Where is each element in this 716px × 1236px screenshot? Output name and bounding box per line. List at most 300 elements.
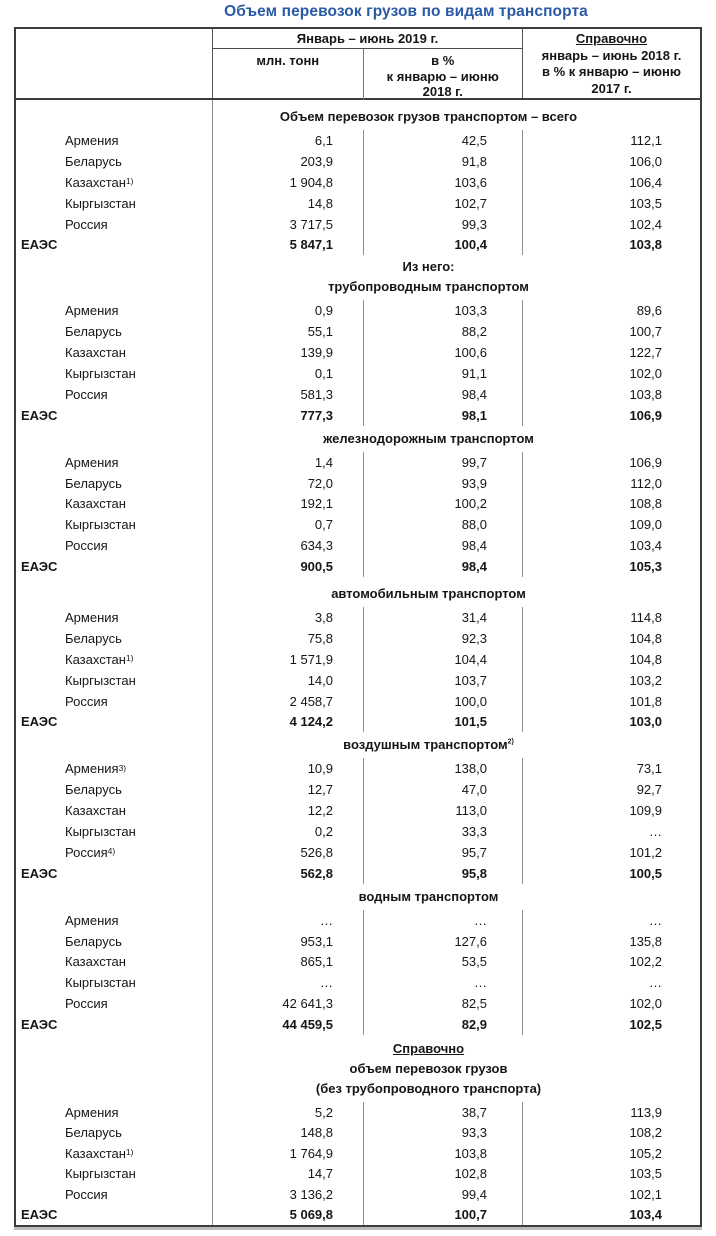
country-label: Россия: [65, 1186, 108, 1202]
country-label: Россия: [65, 538, 108, 554]
value-cell-ref-2017: 101,2: [522, 842, 700, 863]
value-cell-mln-tonn: 5 847,1: [212, 234, 363, 255]
country-label: Кыргызстан: [65, 195, 136, 211]
country-label: Кыргызстан: [65, 975, 136, 991]
value-cell-pct-2018: 88,2: [363, 321, 522, 342]
value-cell-mln-tonn: 14,8: [212, 193, 363, 214]
table-body: [16, 100, 700, 1225]
section-title-line: (без трубопроводного транспорта): [315, 1081, 542, 1097]
table-row: [16, 363, 700, 384]
value-cell-ref-2017: 102,5: [522, 1014, 700, 1035]
country-label: Казахстан: [65, 954, 126, 970]
value-cell-pct-2018: 95,7: [363, 842, 522, 863]
country-label: Россия: [65, 996, 108, 1012]
header-percent-line: 2018 г.: [422, 84, 463, 99]
table-row: [16, 1123, 700, 1144]
header-reference-line: в % к январю – июню: [542, 64, 681, 79]
value-cell-pct-2018: 42,5: [363, 130, 522, 151]
value-cell-pct-2018: 93,9: [363, 473, 522, 494]
country-label: Россия: [65, 844, 108, 860]
table-row: [16, 300, 700, 321]
country-cell: [16, 321, 212, 342]
country-label: Казахстан: [65, 496, 126, 512]
country-cell: [16, 514, 212, 535]
country-cell: [16, 972, 212, 993]
value-cell-pct-2018: 82,9: [363, 1014, 522, 1035]
value-cell-mln-tonn: 14,0: [212, 670, 363, 691]
country-cell: [16, 363, 212, 384]
header-period-2019: Январь – июнь 2019 г.: [213, 29, 522, 49]
country-label: Беларусь: [65, 782, 122, 798]
value-cell-ref-2017: 102,0: [522, 363, 700, 384]
value-cell-ref-2017: 73,1: [522, 758, 700, 779]
value-cell-mln-tonn: 1 571,9: [212, 649, 363, 670]
country-label: Кыргызстан: [65, 823, 136, 839]
country-cell: [16, 821, 212, 842]
value-cell-mln-tonn: 2 458,7: [212, 691, 363, 712]
header-percent-2018: [363, 49, 522, 100]
country-cell: Армения $^{3)}$: [65, 761, 127, 777]
value-cell-ref-2017: 109,0: [522, 514, 700, 535]
table-row: [16, 842, 700, 863]
value-cell-pct-2018: 103,7: [363, 670, 522, 691]
table-row: [16, 1205, 700, 1226]
value-cell-mln-tonn: 634,3: [212, 535, 363, 556]
table-row: [16, 931, 700, 952]
table-row: [16, 193, 700, 214]
section-title: [212, 577, 700, 607]
section-title-line: объем перевозок грузов: [349, 1061, 508, 1077]
country-cell: [16, 130, 212, 151]
table-row: [16, 130, 700, 151]
section-title-line: автомобильным транспортом: [331, 586, 526, 602]
value-cell-pct-2018: 82,5: [363, 993, 522, 1014]
header-reference-line: январь – июнь 2018 г.: [541, 47, 682, 63]
value-cell-mln-tonn: 5 069,8: [212, 1205, 363, 1226]
section-title-line: трубопроводным транспортом: [328, 279, 529, 295]
value-cell-mln-tonn: 777,3: [212, 405, 363, 426]
country-cell: [16, 910, 212, 931]
value-cell-ref-2017: 106,0: [522, 151, 700, 172]
value-cell-mln-tonn: 3,8: [212, 607, 363, 628]
value-cell-ref-2017: …: [522, 910, 700, 931]
value-cell-mln-tonn: 0,2: [212, 821, 363, 842]
country-label: Кыргызстан: [65, 672, 136, 688]
table-row: [16, 821, 700, 842]
value-cell-ref-2017: 103,4: [522, 535, 700, 556]
value-cell-pct-2018: 103,8: [363, 1143, 522, 1164]
country-label: ЕАЭС: [21, 1017, 58, 1033]
country-cell: [16, 1123, 212, 1144]
table-row: [16, 151, 700, 172]
value-cell-mln-tonn: 3 136,2: [212, 1184, 363, 1205]
value-cell-pct-2018: 113,0: [363, 800, 522, 821]
country-cell: [16, 628, 212, 649]
table-row: [16, 214, 700, 235]
table-row: [16, 972, 700, 993]
section-header-spacer: [16, 426, 212, 452]
table-row: [16, 473, 700, 494]
value-cell-pct-2018: 98,4: [363, 556, 522, 577]
country-label: Россия: [65, 386, 108, 402]
table-row: [16, 342, 700, 363]
table-row: [16, 711, 700, 732]
country-label: Беларусь: [65, 324, 122, 340]
section-header-spacer: [16, 255, 212, 300]
table-row: [16, 452, 700, 473]
table-row: [16, 628, 700, 649]
value-cell-mln-tonn: 3 717,5: [212, 214, 363, 235]
value-cell-ref-2017: 105,3: [522, 556, 700, 577]
header-reference: [522, 29, 700, 98]
value-cell-pct-2018: 99,4: [363, 1184, 522, 1205]
header-subrow: [213, 49, 522, 100]
country-label: Армения: [65, 609, 119, 625]
country-cell: [16, 931, 212, 952]
country-cell: [16, 1205, 212, 1226]
value-cell-pct-2018: 103,3: [363, 300, 522, 321]
value-cell-ref-2017: 103,4: [522, 1205, 700, 1226]
header-unit-mln-tonn: млн. тонн: [256, 53, 320, 68]
value-cell-mln-tonn: 581,3: [212, 384, 363, 405]
table-row: [16, 514, 700, 535]
value-cell-mln-tonn: …: [212, 972, 363, 993]
section-title: [212, 426, 700, 452]
country-label: ЕАЭС: [21, 237, 58, 253]
value-cell-mln-tonn: 4 124,2: [212, 711, 363, 732]
value-cell-ref-2017: 103,8: [522, 384, 700, 405]
section-title-line: воздушным транспортом$^{2)}$: [343, 737, 514, 753]
value-cell-mln-tonn: 192,1: [212, 493, 363, 514]
value-cell-pct-2018: …: [363, 972, 522, 993]
value-cell-mln-tonn: 72,0: [212, 473, 363, 494]
statistics-table: [14, 27, 702, 1227]
country-cell: [16, 473, 212, 494]
value-cell-mln-tonn: 148,8: [212, 1123, 363, 1144]
country-label: Армения: [65, 761, 119, 777]
country-cell: [16, 779, 212, 800]
value-cell-pct-2018: 100,0: [363, 691, 522, 712]
country-cell: [16, 214, 212, 235]
value-cell-pct-2018: 99,3: [363, 214, 522, 235]
country-label: ЕАЭС: [21, 407, 58, 423]
country-cell: [16, 1184, 212, 1205]
country-label: Армения: [65, 132, 119, 148]
value-cell-pct-2018: 101,5: [363, 711, 522, 732]
value-cell-ref-2017: 106,9: [522, 405, 700, 426]
value-cell-pct-2018: 98,1: [363, 405, 522, 426]
value-cell-ref-2017: 114,8: [522, 607, 700, 628]
country-cell: [16, 151, 212, 172]
value-cell-pct-2018: 91,8: [363, 151, 522, 172]
country-label: Беларусь: [65, 933, 122, 949]
section-title: [212, 255, 700, 300]
value-cell-mln-tonn: 953,1: [212, 931, 363, 952]
country-label: ЕАЭС: [21, 865, 58, 881]
country-label: Беларусь: [65, 475, 122, 491]
value-cell-mln-tonn: 203,9: [212, 151, 363, 172]
value-cell-mln-tonn: 900,5: [212, 556, 363, 577]
country-cell: [16, 384, 212, 405]
country-cell: [16, 863, 212, 884]
country-label: Кыргызстан: [65, 517, 136, 533]
value-cell-pct-2018: 103,6: [363, 172, 522, 193]
value-cell-pct-2018: 31,4: [363, 607, 522, 628]
value-cell-ref-2017: 100,5: [522, 863, 700, 884]
country-label: Казахстан: [65, 345, 126, 361]
country-cell: [16, 342, 212, 363]
country-label: Беларусь: [65, 153, 122, 169]
value-cell-pct-2018: 33,3: [363, 821, 522, 842]
value-cell-pct-2018: 88,0: [363, 514, 522, 535]
country-cell: [16, 535, 212, 556]
table-row: [16, 234, 700, 255]
country-cell: [16, 1164, 212, 1185]
value-cell-pct-2018: 100,6: [363, 342, 522, 363]
value-cell-pct-2018: 102,8: [363, 1164, 522, 1185]
value-cell-pct-2018: 100,4: [363, 234, 522, 255]
table-row: [16, 1164, 700, 1185]
table-row: [16, 405, 700, 426]
value-cell-mln-tonn: 12,2: [212, 800, 363, 821]
country-cell: [16, 670, 212, 691]
section-title-line: железнодорожным транспортом: [323, 430, 534, 446]
value-cell-ref-2017: 108,8: [522, 493, 700, 514]
table-row: [16, 1102, 700, 1123]
value-cell-pct-2018: 104,4: [363, 649, 522, 670]
header-period-group: [212, 29, 522, 98]
section-header-row: [16, 732, 700, 758]
country-label: Казахстан: [65, 651, 126, 667]
value-cell-ref-2017: …: [522, 972, 700, 993]
table-row: [16, 910, 700, 931]
value-cell-mln-tonn: 5,2: [212, 1102, 363, 1123]
country-label: Беларусь: [65, 630, 122, 646]
table-row: [16, 993, 700, 1014]
country-cell: [16, 556, 212, 577]
country-label: Казахстан: [65, 1145, 126, 1161]
value-cell-mln-tonn: 1,4: [212, 452, 363, 473]
value-cell-mln-tonn: 1 904,8: [212, 172, 363, 193]
country-cell: [16, 493, 212, 514]
value-cell-ref-2017: 101,8: [522, 691, 700, 712]
value-cell-pct-2018: 95,8: [363, 863, 522, 884]
country-label: Армения: [65, 1104, 119, 1120]
value-cell-ref-2017: 113,9: [522, 1102, 700, 1123]
country-cell: Казахстан $^{1)}$: [65, 174, 134, 190]
section-title-line: водным транспортом: [358, 888, 499, 904]
value-cell-pct-2018: 102,7: [363, 193, 522, 214]
country-cell: [16, 234, 212, 255]
value-cell-ref-2017: 104,8: [522, 649, 700, 670]
section-header-row: [16, 1035, 700, 1102]
country-cell: [16, 993, 212, 1014]
table-row: [16, 863, 700, 884]
table-row: [16, 952, 700, 973]
value-cell-mln-tonn: 0,9: [212, 300, 363, 321]
country-label: Кыргызстан: [65, 1166, 136, 1182]
value-cell-ref-2017: 106,4: [522, 172, 700, 193]
value-cell-ref-2017: 135,8: [522, 931, 700, 952]
value-cell-mln-tonn: 42 641,3: [212, 993, 363, 1014]
table-row: [16, 758, 700, 779]
table-row: [16, 779, 700, 800]
header-reference-label: Справочно: [575, 31, 648, 46]
country-label: Россия: [65, 693, 108, 709]
value-cell-mln-tonn: 0,7: [212, 514, 363, 535]
value-cell-mln-tonn: 14,7: [212, 1164, 363, 1185]
value-cell-pct-2018: 138,0: [363, 758, 522, 779]
value-cell-pct-2018: 99,7: [363, 452, 522, 473]
footnote-marker: 2): [507, 739, 514, 747]
table-row: [16, 649, 700, 670]
table-header: [16, 29, 700, 100]
country-label: Казахстан: [65, 803, 126, 819]
value-cell-ref-2017: 102,1: [522, 1184, 700, 1205]
section-title: [212, 100, 700, 130]
value-cell-mln-tonn: 10,9: [212, 758, 363, 779]
country-cell: [16, 1014, 212, 1035]
value-cell-ref-2017: 108,2: [522, 1123, 700, 1144]
table-row: [16, 1014, 700, 1035]
country-cell: [16, 452, 212, 473]
value-cell-pct-2018: 98,4: [363, 384, 522, 405]
section-header-spacer: [16, 100, 212, 130]
table-row: [16, 800, 700, 821]
table-row: [16, 1143, 700, 1164]
section-header-spacer: [16, 732, 212, 758]
value-cell-mln-tonn: 55,1: [212, 321, 363, 342]
value-cell-ref-2017: 92,7: [522, 779, 700, 800]
value-cell-ref-2017: 102,2: [522, 952, 700, 973]
section-header-spacer: [16, 1035, 212, 1102]
value-cell-mln-tonn: 12,7: [212, 779, 363, 800]
value-cell-ref-2017: 112,0: [522, 473, 700, 494]
country-label: Россия: [65, 216, 108, 232]
country-cell: [16, 952, 212, 973]
country-cell: [16, 711, 212, 732]
value-cell-mln-tonn: 0,1: [212, 363, 363, 384]
value-cell-mln-tonn: 1 764,9: [212, 1143, 363, 1164]
table-row: [16, 384, 700, 405]
table-row: [16, 691, 700, 712]
section-title-line: Справочно: [392, 1041, 465, 1057]
value-cell-pct-2018: 91,1: [363, 363, 522, 384]
value-cell-pct-2018: 127,6: [363, 931, 522, 952]
country-cell: [16, 1102, 212, 1123]
section-title: [212, 1035, 700, 1102]
value-cell-pct-2018: 100,7: [363, 1205, 522, 1226]
value-cell-ref-2017: …: [522, 821, 700, 842]
value-cell-ref-2017: 104,8: [522, 628, 700, 649]
value-cell-ref-2017: 103,0: [522, 711, 700, 732]
country-cell: Казахстан $^{1)}$: [65, 651, 134, 667]
value-cell-ref-2017: 102,4: [522, 214, 700, 235]
value-cell-ref-2017: 100,7: [522, 321, 700, 342]
country-cell: [16, 300, 212, 321]
section-title: [212, 884, 700, 910]
country-cell: Казахстан $^{1)}$: [65, 1145, 134, 1161]
table-row: [16, 607, 700, 628]
value-cell-ref-2017: 109,9: [522, 800, 700, 821]
table-row: [16, 556, 700, 577]
country-label: Армения: [65, 454, 119, 470]
country-cell: [16, 800, 212, 821]
country-label: ЕАЭС: [21, 1207, 58, 1223]
section-header-row: [16, 255, 700, 300]
value-cell-ref-2017: 89,6: [522, 300, 700, 321]
value-cell-ref-2017: 102,0: [522, 993, 700, 1014]
table-row: [16, 535, 700, 556]
header-percent-line: в %: [431, 53, 455, 68]
value-cell-mln-tonn: 526,8: [212, 842, 363, 863]
country-label: Кыргызстан: [65, 365, 136, 381]
value-cell-ref-2017: 112,1: [522, 130, 700, 151]
country-label: ЕАЭС: [21, 714, 58, 730]
table-row: [16, 1184, 700, 1205]
country-label: Армения: [65, 303, 119, 319]
header-percent-line: к январю – июню: [386, 68, 499, 84]
value-cell-pct-2018: 92,3: [363, 628, 522, 649]
section-header-row: [16, 577, 700, 607]
value-cell-pct-2018: …: [363, 910, 522, 931]
value-cell-mln-tonn: 44 459,5: [212, 1014, 363, 1035]
value-cell-mln-tonn: 6,1: [212, 130, 363, 151]
value-cell-mln-tonn: 865,1: [212, 952, 363, 973]
value-cell-pct-2018: 38,7: [363, 1102, 522, 1123]
section-header-spacer: [16, 577, 212, 607]
section-header-spacer: [16, 884, 212, 910]
value-cell-ref-2017: 122,7: [522, 342, 700, 363]
section-header-row: [16, 426, 700, 452]
value-cell-ref-2017: 103,5: [522, 1164, 700, 1185]
country-cell: [16, 691, 212, 712]
section-title-line: Из него:: [402, 259, 455, 275]
country-cell: [16, 607, 212, 628]
value-cell-ref-2017: 103,2: [522, 670, 700, 691]
value-cell-pct-2018: 53,5: [363, 952, 522, 973]
value-cell-ref-2017: 103,8: [522, 234, 700, 255]
value-cell-ref-2017: 105,2: [522, 1143, 700, 1164]
section-header-row: [16, 884, 700, 910]
country-label: Армения: [65, 912, 119, 928]
table-row: [16, 493, 700, 514]
section-title: [212, 732, 700, 758]
page-title: Объем перевозок грузов по видам транспорта: [224, 3, 588, 20]
country-label: Казахстан: [65, 174, 126, 190]
section-header-row: [16, 100, 700, 130]
value-cell-pct-2018: 47,0: [363, 779, 522, 800]
value-cell-mln-tonn: 139,9: [212, 342, 363, 363]
header-empty-cell: [16, 29, 212, 98]
value-cell-pct-2018: 100,2: [363, 493, 522, 514]
country-cell: Россия $^{4)}$: [65, 844, 116, 860]
country-label: Беларусь: [65, 1125, 122, 1141]
value-cell-mln-tonn: 562,8: [212, 863, 363, 884]
value-cell-pct-2018: 93,3: [363, 1123, 522, 1144]
table-row: [16, 670, 700, 691]
value-cell-ref-2017: 106,9: [522, 452, 700, 473]
value-cell-ref-2017: 103,5: [522, 193, 700, 214]
header-reference-line: 2017 г.: [591, 80, 632, 96]
table-row: [16, 321, 700, 342]
value-cell-mln-tonn: …: [212, 910, 363, 931]
value-cell-pct-2018: 98,4: [363, 535, 522, 556]
value-cell-mln-tonn: 75,8: [212, 628, 363, 649]
section-title-line: Объем перевозок грузов транспортом – всего: [279, 109, 578, 124]
country-label: ЕАЭС: [21, 559, 58, 575]
table-row: [16, 172, 700, 193]
